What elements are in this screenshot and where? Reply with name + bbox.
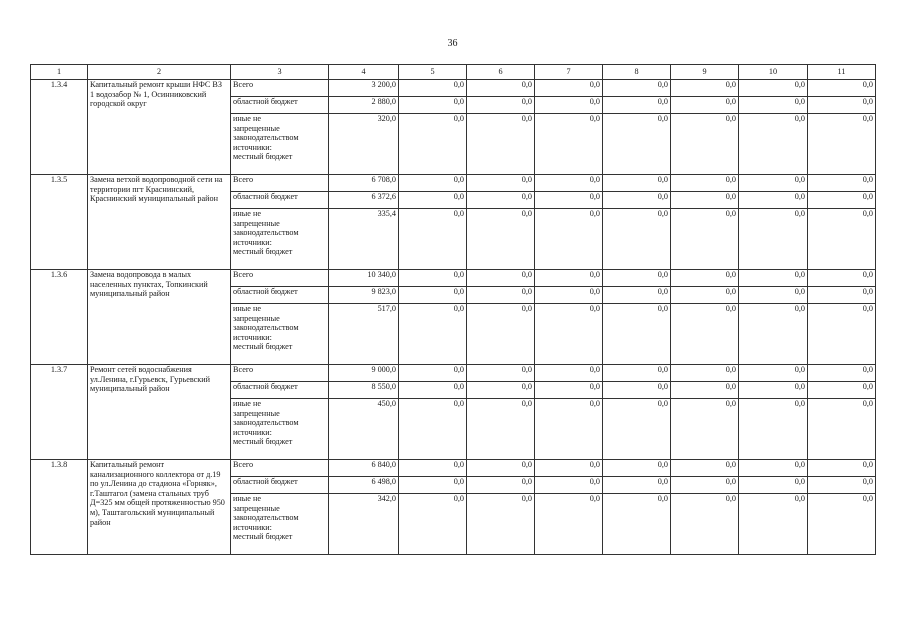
regional-value-col-4: 6 498,0 <box>329 477 399 494</box>
source-other-label <box>231 304 329 365</box>
source-total-label: Всего <box>231 460 329 477</box>
total-value-col-6: 0,0 <box>467 460 535 477</box>
other-sources-line: иные не <box>233 399 261 408</box>
local-value-col-9: 0,0 <box>671 494 739 555</box>
other-sources-line: источники: <box>233 142 272 152</box>
column-header-3: 3 <box>231 65 329 80</box>
local-value-col-5: 0,0 <box>399 494 467 555</box>
total-value-col-6: 0,0 <box>467 270 535 287</box>
total-value-col-7: 0,0 <box>535 175 603 192</box>
local-value-col-8: 0,0 <box>603 114 671 175</box>
total-value-col-4: 6 840,0 <box>329 460 399 477</box>
regional-value-col-5: 0,0 <box>399 192 467 209</box>
total-value-col-8: 0,0 <box>603 365 671 382</box>
other-sources-line: законодательством <box>233 513 299 523</box>
regional-value-col-11: 0,0 <box>808 382 876 399</box>
total-value-col-6: 0,0 <box>467 365 535 382</box>
budget-table <box>30 64 876 555</box>
header-row <box>31 65 876 80</box>
regional-value-col-7: 0,0 <box>535 477 603 494</box>
item-code: 1.3.5 <box>31 175 88 270</box>
other-sources-line: запрещенные <box>233 218 280 228</box>
regional-value-col-10: 0,0 <box>739 97 808 114</box>
total-value-col-4: 9 000,0 <box>329 365 399 382</box>
total-value-col-9: 0,0 <box>671 175 739 192</box>
item-description: Капитальный ремонт крыши НФС ВЗ 1 водозабор № 1, Осинниковский городской округ <box>88 80 231 175</box>
local-budget-label: местный бюджет <box>233 247 293 257</box>
regional-value-col-7: 0,0 <box>535 192 603 209</box>
regional-value-col-8: 0,0 <box>603 192 671 209</box>
regional-value-col-11: 0,0 <box>808 287 876 304</box>
regional-value-col-9: 0,0 <box>671 287 739 304</box>
regional-value-col-4: 8 550,0 <box>329 382 399 399</box>
regional-value-col-6: 0,0 <box>467 477 535 494</box>
total-value-col-4: 6 708,0 <box>329 175 399 192</box>
total-value-col-5: 0,0 <box>399 175 467 192</box>
total-value-col-5: 0,0 <box>399 365 467 382</box>
source-regional-label: областной бюджет <box>231 382 329 399</box>
local-value-col-9: 0,0 <box>671 304 739 365</box>
source-regional-label: областной бюджет <box>231 192 329 209</box>
regional-value-col-8: 0,0 <box>603 382 671 399</box>
regional-value-col-5: 0,0 <box>399 287 467 304</box>
local-value-col-7: 0,0 <box>535 399 603 460</box>
other-sources-line: источники: <box>233 332 272 342</box>
local-value-col-11: 0,0 <box>808 304 876 365</box>
total-value-col-9: 0,0 <box>671 365 739 382</box>
regional-value-col-7: 0,0 <box>535 287 603 304</box>
regional-value-col-6: 0,0 <box>467 97 535 114</box>
local-value-col-10: 0,0 <box>739 114 808 175</box>
item-description: Замена ветхой водопроводной сети на территории пгт Краснинский, Краснинский муниципальный район <box>88 175 231 270</box>
other-sources-line: законодательством <box>233 133 299 143</box>
total-value-col-7: 0,0 <box>535 270 603 287</box>
local-budget-label: местный бюджет <box>233 532 293 542</box>
column-header-6: 6 <box>467 65 535 80</box>
column-header-7: 7 <box>535 65 603 80</box>
other-sources-line: запрещенные <box>233 408 280 418</box>
regional-value-col-8: 0,0 <box>603 477 671 494</box>
column-header-5: 5 <box>399 65 467 80</box>
regional-value-col-11: 0,0 <box>808 192 876 209</box>
local-value-col-9: 0,0 <box>671 399 739 460</box>
source-total-label: Всего <box>231 80 329 97</box>
source-total-label: Всего <box>231 365 329 382</box>
local-value-col-10: 0,0 <box>739 494 808 555</box>
total-value-col-9: 0,0 <box>671 270 739 287</box>
local-budget-label: местный бюджет <box>233 342 293 352</box>
local-value-col-6: 0,0 <box>467 494 535 555</box>
other-sources-line: иные не <box>233 494 261 503</box>
total-value-col-8: 0,0 <box>603 270 671 287</box>
other-sources-line: законодательством <box>233 228 299 238</box>
column-header-1: 1 <box>31 65 88 80</box>
total-value-col-8: 0,0 <box>603 175 671 192</box>
other-sources-line: иные не <box>233 114 261 123</box>
local-value-col-10: 0,0 <box>739 399 808 460</box>
local-value-col-7: 0,0 <box>535 304 603 365</box>
local-value-col-8: 0,0 <box>603 209 671 270</box>
local-value-col-10: 0,0 <box>739 209 808 270</box>
regional-value-col-11: 0,0 <box>808 477 876 494</box>
regional-value-col-8: 0,0 <box>603 97 671 114</box>
column-header-11: 11 <box>808 65 876 80</box>
local-value-col-8: 0,0 <box>603 304 671 365</box>
local-value-col-11: 0,0 <box>808 114 876 175</box>
local-value-col-11: 0,0 <box>808 209 876 270</box>
other-sources-line: источники: <box>233 427 272 437</box>
column-header-2: 2 <box>88 65 231 80</box>
local-value-col-8: 0,0 <box>603 494 671 555</box>
regional-value-col-5: 0,0 <box>399 97 467 114</box>
total-value-col-6: 0,0 <box>467 80 535 97</box>
item-description: Замена водопровода в малых населенных пунктах, Топкинский муниципальный район <box>88 270 231 365</box>
table-row <box>31 270 876 287</box>
item-code: 1.3.8 <box>31 460 88 555</box>
local-value-col-11: 0,0 <box>808 399 876 460</box>
regional-value-col-9: 0,0 <box>671 97 739 114</box>
total-value-col-11: 0,0 <box>808 365 876 382</box>
total-value-col-10: 0,0 <box>739 175 808 192</box>
regional-value-col-4: 6 372,6 <box>329 192 399 209</box>
other-sources-line: источники: <box>233 522 272 532</box>
local-value-col-10: 0,0 <box>739 304 808 365</box>
local-value-col-8: 0,0 <box>603 399 671 460</box>
total-value-col-9: 0,0 <box>671 460 739 477</box>
total-value-col-8: 0,0 <box>603 80 671 97</box>
regional-value-col-6: 0,0 <box>467 192 535 209</box>
total-value-col-10: 0,0 <box>739 365 808 382</box>
local-value-col-4: 335,4 <box>329 209 399 270</box>
item-code: 1.3.4 <box>31 80 88 175</box>
other-sources-line: запрещенные <box>233 313 280 323</box>
regional-value-col-7: 0,0 <box>535 382 603 399</box>
total-value-col-11: 0,0 <box>808 460 876 477</box>
regional-value-col-4: 9 823,0 <box>329 287 399 304</box>
local-value-col-4: 517,0 <box>329 304 399 365</box>
source-total-label: Всего <box>231 270 329 287</box>
regional-value-col-10: 0,0 <box>739 192 808 209</box>
regional-value-col-5: 0,0 <box>399 477 467 494</box>
local-value-col-6: 0,0 <box>467 209 535 270</box>
local-budget-label: местный бюджет <box>233 152 293 162</box>
item-code: 1.3.7 <box>31 365 88 460</box>
source-other-label <box>231 399 329 460</box>
local-value-col-7: 0,0 <box>535 114 603 175</box>
regional-value-col-4: 2 880,0 <box>329 97 399 114</box>
local-value-col-6: 0,0 <box>467 399 535 460</box>
total-value-col-4: 10 340,0 <box>329 270 399 287</box>
table-row <box>31 460 876 477</box>
source-regional-label: областной бюджет <box>231 287 329 304</box>
total-value-col-11: 0,0 <box>808 80 876 97</box>
local-value-col-9: 0,0 <box>671 209 739 270</box>
other-sources-line: законодательством <box>233 418 299 428</box>
local-value-col-5: 0,0 <box>399 209 467 270</box>
total-value-col-10: 0,0 <box>739 270 808 287</box>
source-total-label: Всего <box>231 175 329 192</box>
source-other-label <box>231 494 329 555</box>
regional-value-col-9: 0,0 <box>671 477 739 494</box>
local-value-col-5: 0,0 <box>399 114 467 175</box>
column-header-10: 10 <box>739 65 808 80</box>
other-sources-line: запрещенные <box>233 503 280 513</box>
regional-value-col-6: 0,0 <box>467 287 535 304</box>
local-budget-label: местный бюджет <box>233 437 293 447</box>
total-value-col-9: 0,0 <box>671 80 739 97</box>
local-value-col-4: 342,0 <box>329 494 399 555</box>
total-value-col-6: 0,0 <box>467 175 535 192</box>
item-description: Капитальный ремонт канализационного коллектора от д.19 по ул.Ленина до стадиона «Горняк», г.Таштагол (замена стальных труб Д=325 мм общей протяженностью 950 м), Таштагольский муниципальный район <box>88 460 231 555</box>
total-value-col-7: 0,0 <box>535 80 603 97</box>
page-number: 36 <box>447 38 458 49</box>
regional-value-col-10: 0,0 <box>739 382 808 399</box>
column-header-4: 4 <box>329 65 399 80</box>
total-value-col-7: 0,0 <box>535 460 603 477</box>
other-sources-line: законодательством <box>233 323 299 333</box>
item-code: 1.3.6 <box>31 270 88 365</box>
regional-value-col-9: 0,0 <box>671 382 739 399</box>
regional-value-col-10: 0,0 <box>739 287 808 304</box>
total-value-col-10: 0,0 <box>739 80 808 97</box>
total-value-col-4: 3 200,0 <box>329 80 399 97</box>
local-value-col-9: 0,0 <box>671 114 739 175</box>
total-value-col-11: 0,0 <box>808 270 876 287</box>
total-value-col-7: 0,0 <box>535 365 603 382</box>
local-value-col-5: 0,0 <box>399 399 467 460</box>
other-sources-line: иные не <box>233 209 261 218</box>
table-row <box>31 365 876 382</box>
total-value-col-5: 0,0 <box>399 460 467 477</box>
source-other-label <box>231 209 329 270</box>
source-regional-label: областной бюджет <box>231 477 329 494</box>
item-description: Ремонт сетей водоснабжения ул.Ленина, г.Гурьевск, Гурьевский муниципальный район <box>88 365 231 460</box>
local-value-col-4: 320,0 <box>329 114 399 175</box>
local-value-col-11: 0,0 <box>808 494 876 555</box>
table-row <box>31 175 876 192</box>
source-regional-label: областной бюджет <box>231 97 329 114</box>
local-value-col-7: 0,0 <box>535 209 603 270</box>
total-value-col-5: 0,0 <box>399 80 467 97</box>
regional-value-col-11: 0,0 <box>808 97 876 114</box>
regional-value-col-5: 0,0 <box>399 382 467 399</box>
local-value-col-6: 0,0 <box>467 114 535 175</box>
total-value-col-5: 0,0 <box>399 270 467 287</box>
local-value-col-6: 0,0 <box>467 304 535 365</box>
source-other-label <box>231 114 329 175</box>
local-value-col-5: 0,0 <box>399 304 467 365</box>
regional-value-col-10: 0,0 <box>739 477 808 494</box>
other-sources-line: источники: <box>233 237 272 247</box>
regional-value-col-8: 0,0 <box>603 287 671 304</box>
table-row <box>31 80 876 97</box>
column-header-9: 9 <box>671 65 739 80</box>
local-value-col-4: 450,0 <box>329 399 399 460</box>
total-value-col-11: 0,0 <box>808 175 876 192</box>
regional-value-col-9: 0,0 <box>671 192 739 209</box>
local-value-col-7: 0,0 <box>535 494 603 555</box>
column-header-8: 8 <box>603 65 671 80</box>
total-value-col-8: 0,0 <box>603 460 671 477</box>
regional-value-col-7: 0,0 <box>535 97 603 114</box>
other-sources-line: запрещенные <box>233 123 280 133</box>
other-sources-line: иные не <box>233 304 261 313</box>
regional-value-col-6: 0,0 <box>467 382 535 399</box>
total-value-col-10: 0,0 <box>739 460 808 477</box>
